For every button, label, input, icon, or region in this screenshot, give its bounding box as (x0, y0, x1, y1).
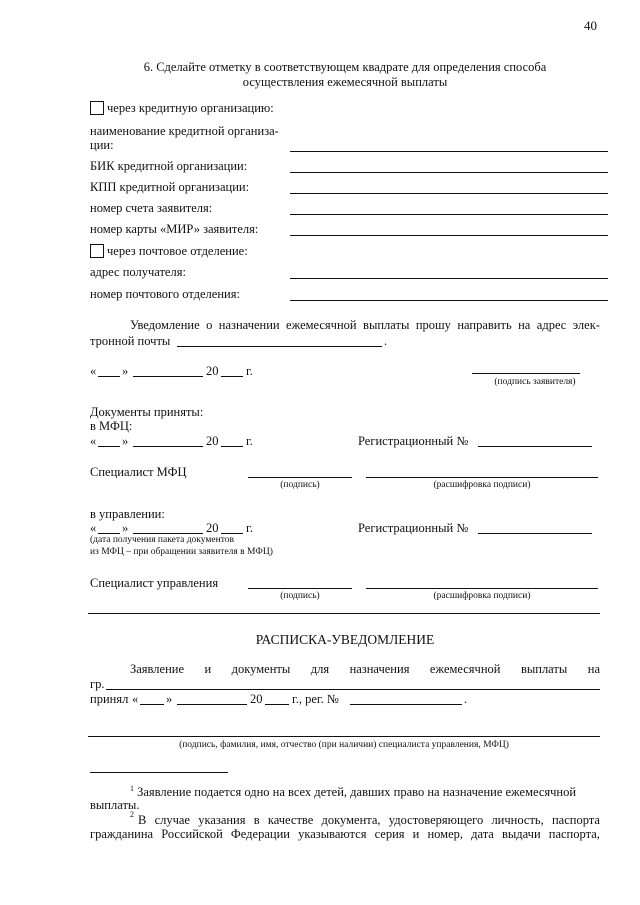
applicant-month-field[interactable] (133, 376, 203, 377)
dept-date-open: « (90, 521, 97, 535)
receipt-line1-word: Заявление (130, 662, 185, 676)
receipt-year-suffix: г., рег. № (292, 692, 339, 706)
receipt-year-prefix: 20 (250, 692, 263, 706)
receipt-month-field[interactable] (177, 704, 247, 705)
receipt-line1-word: на (587, 662, 600, 676)
credit-name-label-2: ции: (90, 138, 114, 152)
applicant-date-close: » (122, 364, 129, 378)
receipt-citizen-label: гр. (90, 677, 105, 691)
footnote-2-mark-wrap (130, 810, 134, 826)
footnote-2-line1-word: удостоверяющего (388, 813, 484, 827)
dept-decoding-caption: (расшифровка подписи) (433, 591, 531, 601)
mfc-signature-caption: (подпись) (280, 480, 320, 490)
receipt-date-open: « (132, 692, 139, 706)
post-office-number-label: номер почтового отделения: (90, 287, 240, 301)
post-office-option: через почтовое отделение: (107, 244, 248, 258)
email-notice-line1 (130, 318, 600, 333)
receipt-year-field[interactable] (265, 704, 289, 705)
mfc-reg-number-label: Регистрационный № (358, 434, 469, 448)
footnote-2-line1-word: качестве (267, 813, 314, 827)
bik-field[interactable] (290, 172, 608, 173)
dept-month-field[interactable] (133, 533, 203, 534)
post-office-checkbox[interactable] (90, 244, 104, 258)
accepted-title: Документы приняты: (90, 405, 204, 419)
credit-name-field[interactable] (290, 151, 608, 152)
applicant-year-field[interactable] (221, 376, 243, 377)
credit-org-option: через кредитную организацию: (107, 101, 274, 115)
applicant-signature-caption: (подпись заявителя) (494, 377, 576, 387)
page-number: 40 (584, 18, 597, 33)
package-note-line1: (дата получения пакета документов (90, 535, 234, 545)
receipt-line1-word: назначения (349, 662, 410, 676)
applicant-signature-field[interactable] (472, 373, 580, 374)
footnote-2-line1-word: указания (198, 813, 246, 827)
dept-reg-number-field[interactable] (478, 533, 592, 534)
address-label: адрес получателя: (90, 265, 186, 279)
footnote-1-mark: 1 (130, 784, 134, 793)
address-field[interactable] (290, 278, 608, 279)
dept-year-field[interactable] (221, 533, 243, 534)
account-label: номер счета заявителя: (90, 201, 213, 215)
receipt-line1 (130, 662, 600, 677)
footnote-2-line2-word: паспорта, (548, 827, 600, 841)
footnote-2-line2-word: серия (374, 827, 405, 841)
applicant-year-prefix: 20 (206, 364, 219, 378)
dept-day-field[interactable] (98, 533, 120, 534)
receipt-signature-caption: (подпись, фамилия, имя, отчество (при наличии) специалиста управления, МФЦ) (179, 740, 509, 750)
dept-reg-number-label: Регистрационный № (358, 521, 469, 535)
footnote-2-line1 (138, 813, 600, 828)
mfc-date-close: » (122, 434, 129, 448)
receipt-line1-word: ежемесячной (429, 662, 501, 676)
mfc-day-field[interactable] (98, 446, 120, 447)
email-notice-word: Уведомление (130, 318, 200, 332)
email-field[interactable] (177, 346, 382, 347)
footnote-2-line2-word: гражданина (90, 827, 154, 841)
footnote-separator (90, 772, 228, 773)
applicant-year-suffix: г. (246, 364, 253, 378)
email-notice-word: назначении (218, 318, 280, 332)
receipt-end-dot: . (464, 692, 468, 706)
mfc-decoding-caption: (расшифровка подписи) (433, 480, 531, 490)
mfc-year-suffix: г. (246, 434, 253, 448)
email-notice-word: адрес (536, 318, 567, 332)
account-field[interactable] (290, 214, 608, 215)
mfc-signature-field[interactable] (248, 477, 352, 478)
footnote-2-line1-word: паспорта (551, 813, 600, 827)
mfc-decoding-field[interactable] (366, 477, 598, 478)
receipt-citizen-field[interactable] (106, 689, 600, 690)
section-title-line2: осуществления ежемесячной выплаты (242, 75, 448, 89)
footnote-2-line2-word: номер, (427, 827, 463, 841)
applicant-day-field[interactable] (98, 376, 120, 377)
footnote-2-line1-word: документа, (321, 813, 381, 827)
mfc-date-open: « (90, 434, 97, 448)
receipt-day-field[interactable] (140, 704, 164, 705)
email-notice-word: о (206, 318, 213, 332)
receipt-date-close: » (166, 692, 173, 706)
post-office-number-field[interactable] (290, 300, 608, 301)
dept-decoding-field[interactable] (366, 588, 598, 589)
email-notice-word: ежемесячной (286, 318, 357, 332)
accepted-in-mfc: в МФЦ: (90, 419, 133, 433)
footnote-2-line2-word: дата (471, 827, 494, 841)
bik-label: БИК кредитной организации: (90, 159, 248, 173)
receipt-line1-word: для (310, 662, 330, 676)
footnote-2-line2-word: указываются (298, 827, 367, 841)
dept-year-prefix: 20 (206, 521, 219, 535)
mfc-reg-number-field[interactable] (478, 446, 592, 447)
email-notice-end: . (384, 334, 388, 348)
footnote-1-line2: выплаты. (90, 798, 140, 812)
receipt-signature-field[interactable] (88, 736, 600, 737)
kpp-label: КПП кредитной организации: (90, 180, 250, 194)
separator-line (88, 613, 600, 614)
receipt-reg-number-field[interactable] (350, 704, 462, 705)
mfc-specialist-label: Специалист МФЦ (90, 465, 187, 479)
footnote-2-line2 (90, 827, 600, 842)
mir-card-field[interactable] (290, 235, 608, 236)
email-notice-word: направить (457, 318, 512, 332)
footnote-1-text: Заявление подается одно на всех детей, давших право на назначение ежемесячной (137, 785, 577, 800)
dept-date-close: » (122, 521, 129, 535)
email-notice-word: элек- (572, 318, 600, 332)
mfc-month-field[interactable] (133, 446, 203, 447)
accepted-in-department: в управлении: (90, 507, 165, 521)
footnote-2-line2-word: и (412, 827, 420, 841)
dept-year-suffix: г. (246, 521, 253, 535)
footnote-2-line1-word: в (253, 813, 260, 827)
receipt-title: РАСПИСКА-УВЕДОМЛЕНИЕ (255, 632, 435, 647)
footnote-2-line1-word: случае (154, 813, 190, 827)
applicant-date-open: « (90, 364, 97, 378)
section-title-line1: 6. Сделайте отметку в соответствующем квадрате для определения способа (143, 60, 547, 74)
receipt-line1-word: и (204, 662, 212, 676)
footnote-2-line2-word: выдачи (501, 827, 541, 841)
footnote-1-line1 (130, 784, 576, 800)
footnote-2-line1-word: В (138, 813, 147, 827)
mfc-year-field[interactable] (221, 446, 243, 447)
email-notice-word: прошу (415, 318, 451, 332)
dept-specialist-label: Специалист управления (90, 576, 219, 590)
receipt-accepted-label: принял (90, 692, 129, 706)
email-notice-line2: тронной почты (90, 334, 171, 348)
footnote-2-line2-word: Российской (161, 827, 223, 841)
footnote-2-line1-word: личность, (491, 813, 544, 827)
email-notice-word: на (518, 318, 531, 332)
email-notice-word: выплаты (363, 318, 410, 332)
credit-org-checkbox[interactable] (90, 101, 104, 115)
dept-signature-field[interactable] (248, 588, 352, 589)
receipt-line1-word: выплаты (520, 662, 568, 676)
footnote-2-line2-word: Федерации (230, 827, 290, 841)
receipt-line1-word: документы (231, 662, 291, 676)
mfc-year-prefix: 20 (206, 434, 219, 448)
dept-signature-caption: (подпись) (280, 591, 320, 601)
package-note-line2: из МФЦ – при обращении заявителя в МФЦ) (90, 547, 273, 557)
kpp-field[interactable] (290, 193, 608, 194)
mir-card-label: номер карты «МИР» заявителя: (90, 222, 259, 236)
credit-name-label-1: наименование кредитной организа- (90, 124, 279, 138)
footnote-2-mark: 2 (130, 810, 134, 819)
